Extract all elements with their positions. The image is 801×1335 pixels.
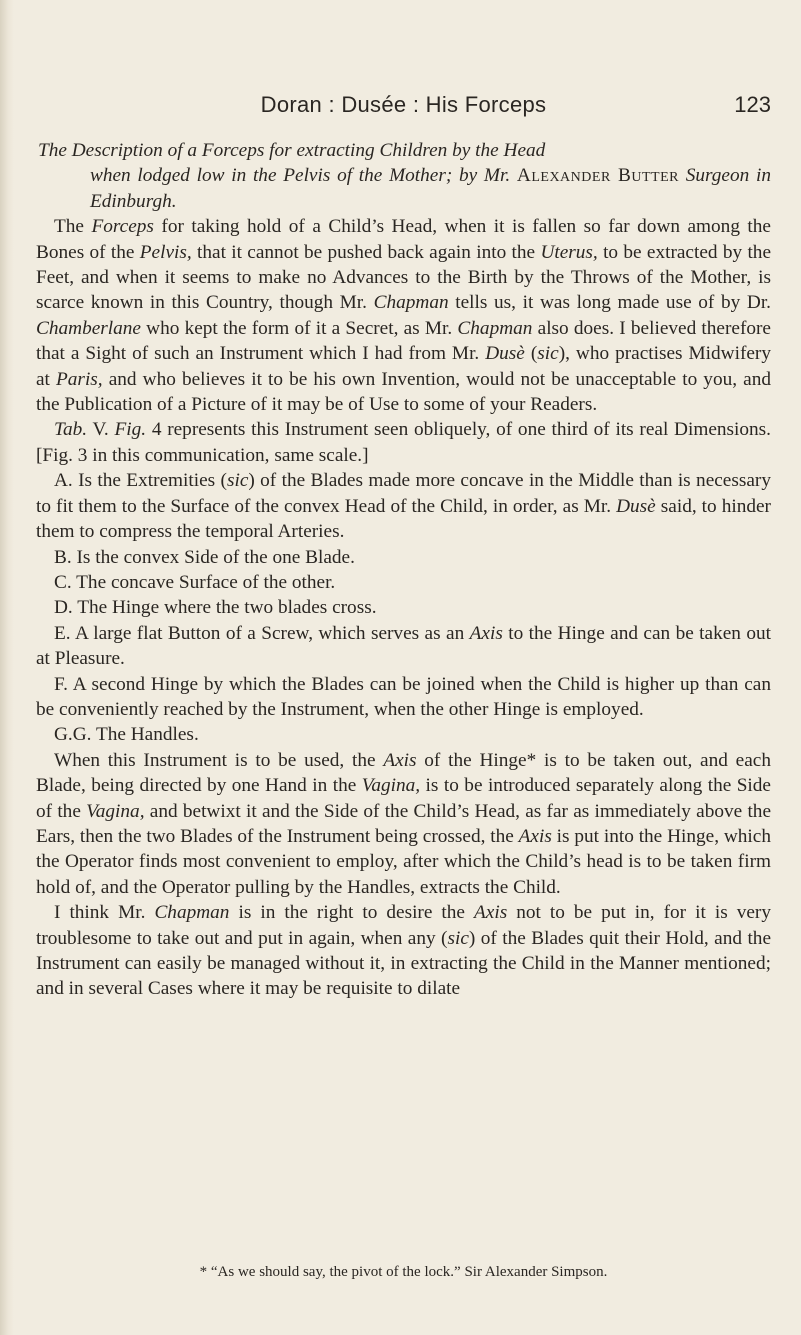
- running-header: [36, 92, 771, 122]
- page-number: 123: [734, 92, 771, 117]
- book-page: [36, 0, 771, 1335]
- italic-span: Axis: [518, 825, 552, 847]
- text-span: I think Mr.: [54, 902, 155, 924]
- italic-span: Uterus,: [540, 241, 598, 263]
- italic-span: Chamberlane: [36, 317, 141, 339]
- text-span: that it cannot be pushed back again into the: [191, 241, 541, 263]
- text-span: B. Is the convex Side of the one Blade.: [54, 546, 355, 568]
- text-span: When this Instrument is to be used, the: [54, 749, 384, 771]
- page-edge-shadow: [0, 0, 14, 1335]
- italic-span: Paris,: [56, 368, 103, 390]
- text-span: to be extracted by the Feet, and when it seems to make no Advances to the Birth by the Throws of the Mother, is scarce known in this Country, though Mr.: [36, 241, 772, 314]
- running-title: Doran : Dusée : His Forceps: [260, 92, 547, 117]
- paragraph-p11: [36, 900, 771, 1002]
- paragraph-p2: [36, 417, 771, 468]
- paragraph-p9: [36, 722, 771, 747]
- text-span: (: [524, 343, 538, 365]
- text-span: not to be put in, for it is very troublesome to take out and put in again, when any (: [36, 902, 771, 949]
- italic-span: Tab.: [54, 419, 88, 441]
- italic-span: Axis: [383, 749, 417, 771]
- heading-line-2: when lodged low in the Pelvis of the Mother; by Mr. Alexander Butter Surgeon in Edinburgh.: [90, 165, 771, 212]
- text-span: who kept the form of it a Secret, as Mr.: [140, 317, 458, 339]
- text-span: and who believes it to be his own Invention, would not be unacceptable to you, and the Publication of a Picture of it may be of Use to some of your Readers.: [36, 368, 771, 416]
- italic-span: Axis: [469, 622, 503, 644]
- italic-span: Vagina,: [361, 775, 421, 797]
- italic-span: Pelvis,: [139, 241, 192, 263]
- paragraph-container: [36, 214, 771, 1002]
- text-span: 4 represents this Instrument seen obliquely, of one third of its real Dimensions. [Fig. 3 in this communication, same scale.]: [36, 419, 772, 466]
- text-span: ), who practises Midwifery at: [36, 343, 771, 390]
- text-span: is put into the Hinge, which the Operator finds most convenient to employ, after which the Child’s head is to be taken firm hold of, and the Operator pulling by the Handles, extracts the Child.: [36, 825, 771, 898]
- italic-span: Chapman: [154, 902, 230, 924]
- italic-span: Dusè: [485, 343, 525, 365]
- paragraph-p7: [36, 621, 771, 672]
- text-span: tells us, it was long made use of by Dr.: [448, 292, 771, 314]
- italic-span: Fig.: [114, 419, 147, 441]
- text-span: also does. I believed therefore that a Sight of such an Instrument which I had from Mr.: [36, 317, 771, 365]
- paragraph-p8: [36, 672, 771, 723]
- section-heading: [36, 138, 771, 214]
- text-span: The: [54, 216, 92, 238]
- text-span: for taking hold of a Child’s Head, when it is fallen so far down among the Bones of the: [36, 216, 771, 263]
- text-span: is in the right to desire the: [229, 902, 475, 924]
- italic-span: sic: [447, 927, 469, 949]
- heading-author: Alexander Butter: [516, 165, 679, 187]
- italic-span: Chapman: [373, 292, 449, 314]
- italic-span: sic: [226, 470, 249, 492]
- italic-span: Axis: [474, 902, 508, 924]
- italic-span: Forceps: [91, 216, 154, 238]
- paragraph-p10: [36, 748, 771, 900]
- body-text: [36, 138, 771, 1002]
- text-span: ) of the Blades made more concave in the Middle than is necessary to fit them to the Surface of the convex Head of the Child, in order, as Mr.: [36, 470, 771, 517]
- heading-line-1: The Description of a Forceps for extracting Children by the Head: [38, 140, 546, 161]
- italic-span: Vagina,: [86, 800, 145, 822]
- text-span: ) of the Blades quit their Hold, and the Instrument can easily be managed without it, in extracting the Child in the Manner mentioned; and in several Cases where it may be requisite to dilate: [36, 927, 771, 1000]
- paragraph-p6: [36, 595, 771, 620]
- italic-span: Dusè: [616, 495, 656, 517]
- text-span: of the Hinge* is to be taken out, and each Blade, being directed by one Hand in the: [36, 749, 771, 797]
- text-span: and betwixt it and the Side of the Child’s Head, as far as immediately above the Ears, then the two Blades of the Instrument being crossed, the: [36, 800, 772, 847]
- text-span: C. The concave Surface of the other.: [54, 571, 336, 593]
- text-span: to the Hinge and can be taken out at Pleasure.: [36, 622, 771, 670]
- paragraph-p1: [36, 214, 771, 417]
- text-span: is to be introduced separately along the Side of the: [36, 775, 771, 822]
- text-span: A. Is the Extremities (: [54, 470, 227, 492]
- paragraph-p5: [36, 570, 771, 595]
- text-span: D. The Hinge where the two blades cross.: [54, 597, 377, 619]
- paragraph-p3: [36, 468, 771, 544]
- text-span: G.G. The Handles.: [54, 724, 199, 746]
- text-span: F. A second Hinge by which the Blades can be joined when the Child is higher up than can be conveniently reached by the Instrument, when the other Hinge is employed.: [36, 673, 771, 720]
- italic-span: Chapman: [457, 317, 533, 339]
- text-span: said, to hinder them to compress the temporal Arteries.: [36, 495, 771, 543]
- paragraph-p4: [36, 545, 771, 570]
- text-span: E. A large flat Button of a Screw, which serves as an: [54, 622, 470, 644]
- text-span: V.: [87, 419, 115, 441]
- footnote: * “As we should say, the pivot of the lock.” Sir Alexander Simpson.: [199, 1264, 608, 1280]
- italic-span: sic: [537, 343, 559, 365]
